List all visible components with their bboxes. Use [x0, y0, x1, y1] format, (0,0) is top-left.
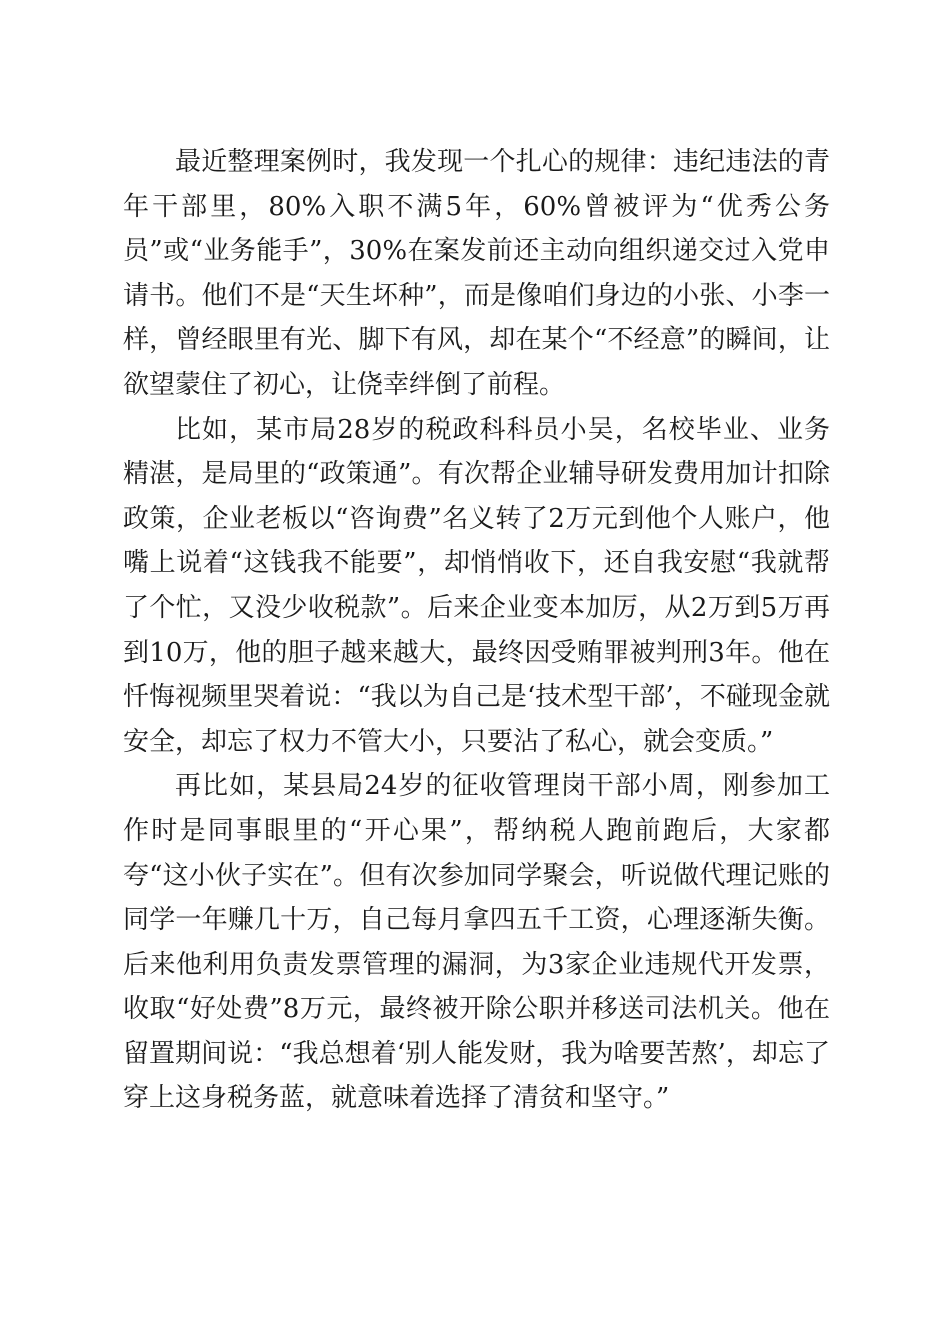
paragraph-case-xiao-wu: 比如，某市局28岁的税政科科员小吴，名校毕业、业务精湛，是局里的“政策通”。有次帮企业辅导研发费用加计扣除政策，企业老板以“咨询费”名义转了2万元到他个人账户，他嘴上说着“这钱我不能要”，却悄悄收下，还自我安慰“我就帮了个忙，又没少收税款”。后来企业变本加厉，从2万到5万再到10万，他的胆子越来越大，最终因受贿罪被判刑3年。他在忏悔视频里哭着说：“我以为自己是‘技术型干部’，不碰现金就安全，却忘了权力不管大小，只要沾了私心，就会变质。” [123, 414, 830, 757]
paragraph-case-xiao-zhou: 再比如，某县局24岁的征收管理岗干部小周，刚参加工作时是同事眼里的“开心果”，帮纳税人跑前跑后，大家都夸“这小伙子实在”。但有次参加同学聚会，听说做代理记账的同学一年赚几十万，自己每月拿四五千工资，心理逐渐失衡。后来他利用负责发票管理的漏洞，为3家企业违规代开发票，收取“好处费”8万元，最终被开除公职并移送司法机关。他在留置期间说：“我总想着‘别人能发财，我为啥要苦熬’，却忘了穿上这身税务蓝，就意味着选择了清贫和坚守。” [123, 771, 830, 1114]
paragraph-intro-statistics: 最近整理案例时，我发现一个扎心的规律：违纪违法的青年干部里，80%入职不满5年，60%曾被评为“优秀公务员”或“业务能手”，30%在案发前还主动向组织递交过入党申请书。他们不是“天生坏种”，而是像咱们身边的小张、小李一样，曾经眼里有光、脚下有风，却在某个“不经意”的瞬间，让欲望蒙住了初心，让侥幸绊倒了前程。 [123, 147, 830, 400]
body-text [123, 140, 830, 1121]
